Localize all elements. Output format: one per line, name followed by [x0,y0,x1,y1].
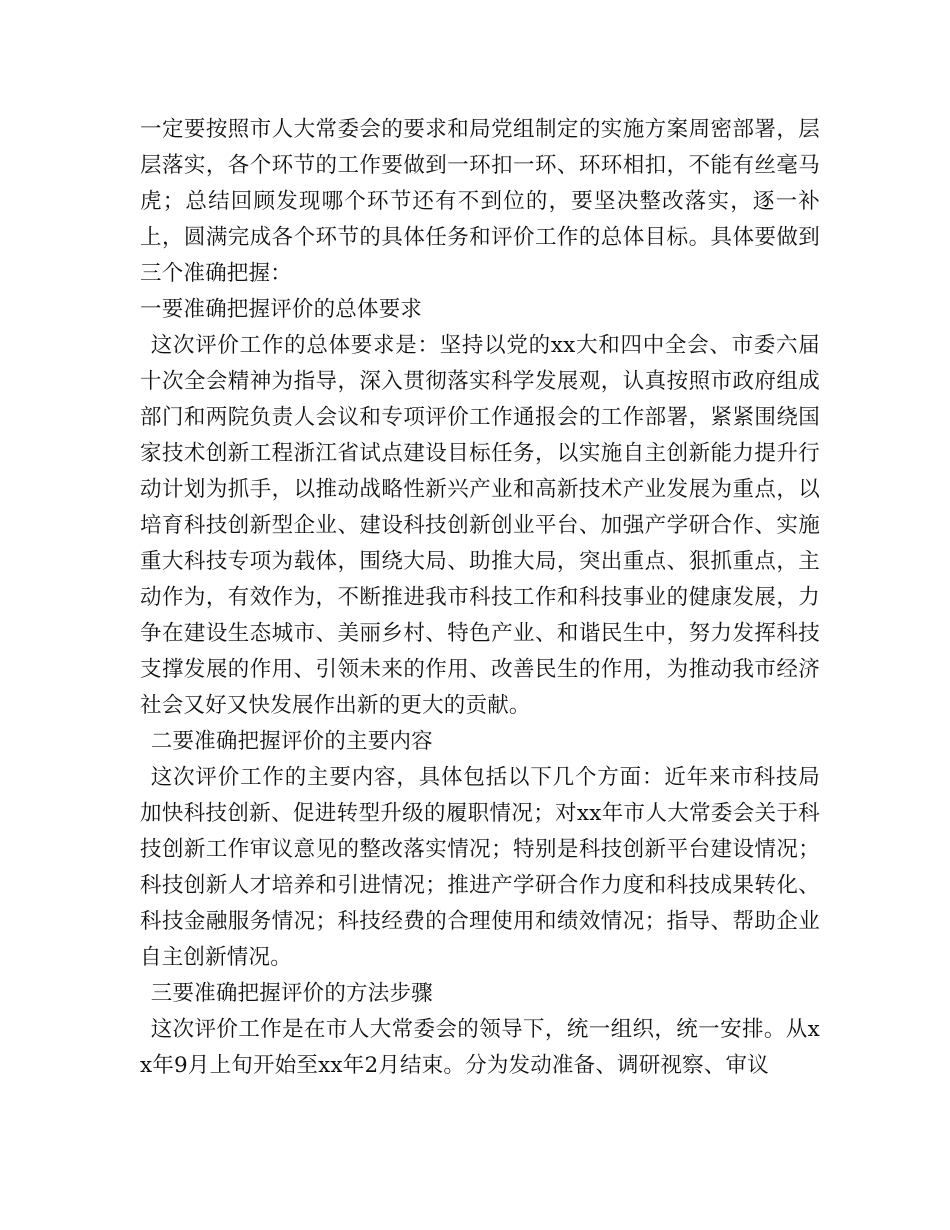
document-body [140,112,820,1084]
paragraph-main-content: 这次评价工作的主要内容，具体包括以下几个方面：近年来市科技局加快科技创新、促进转型升级的履职情况；对xx年市人大常委会关于科技创新工作审议意见的整改落实情况；特别是科技创新平台建设情况；科技创新人才培养和引进情况；推进产学研合作力度和科技成果转化、科技金融服务情况；科技经费的合理使用和绩效情况；指导、帮助企业自主创新情况。 [140,765,820,970]
paragraph-method-steps: 这次评价工作是在市人大常委会的领导下，统一组织，统一安排。从xx年9月上旬开始至xx年2月结束。分为发动准备、调研视察、审议 [140,1017,820,1078]
paragraph-intro: 一定要按照市人大常委会的要求和局党组制定的实施方案周密部署，层层落实，各个环节的工作要做到一环扣一环、环环相扣，不能有丝毫马虎；总结回顾发现哪个环节还有不到位的，要坚决整改落实，逐一补上，圆满完成各个环节的具体任务和评价工作的总体目标。具体要做到三个准确把握： [140,117,820,286]
heading-main-content: 二要准确把握评价的主要内容 [150,729,433,754]
heading-overall-requirements: 一要准确把握评价的总体要求 [140,297,423,322]
paragraph-overall-requirements: 这次评价工作的总体要求是：坚持以党的xx大和四中全会、市委六届十次全会精神为指导，深入贯彻落实科学发展观，认真按照市政府组成部门和两院负责人会议和专项评价工作通报会的工作部署，紧紧围绕国家技术创新工程浙江省试点建设目标任务，以实施自主创新能力提升行动计划为抓手，以推动战略性新兴产业和高新技术产业发展为重点，以培育科技创新型企业、建设科技创新创业平台、加强产学研合作、实施重大科技专项为载体，围绕大局、助推大局，突出重点、狠抓重点，主动作为，有效作为，不断推进我市科技工作和科技事业的健康发展，力争在建设生态城市、美丽乡村、特色产业、和谐民生中，努力发挥科技支撑发展的作用、引领未来的作用、改善民生的作用，为推动我市经济社会又好又快发展作出新的更大的贡献。 [140,333,820,718]
heading-method-steps: 三要准确把握评价的方法步骤 [150,981,433,1006]
